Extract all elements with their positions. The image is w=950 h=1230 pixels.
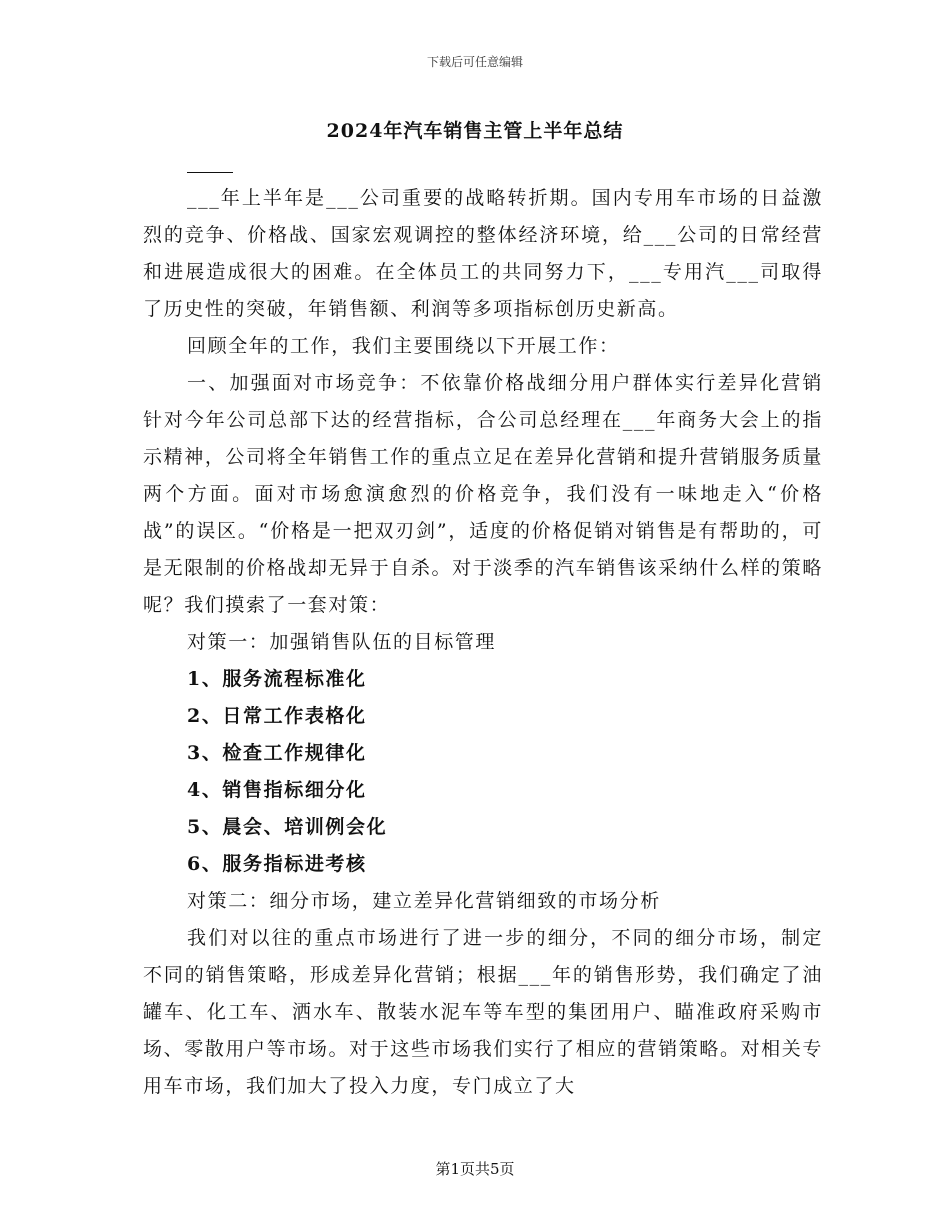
- header-note: 下载后可任意编辑: [426, 55, 523, 69]
- strategy-heading: 对策二：细分市场，建立差异化营销细致的市场分析: [187, 890, 661, 912]
- strategy-item: 6、服务指标进考核: [187, 853, 367, 875]
- page-number: 第1页共5页: [435, 1160, 515, 1178]
- blank-underline: [187, 172, 233, 173]
- strategy-item: 3、检查工作规律化: [187, 742, 367, 764]
- paragraph: ___年上半年是___公司重要的战略转折期。国内专用车市场的日益激烈的竞争、价格战、国家宏观调控的整体经济环境，给___公司的日常经营和进展造成很大的困难。在全体员工的共同努力下，___专用汽___司取得了历史性的突破，年销售额、利润等多项指标创历史新高。: [143, 187, 823, 320]
- strategy-item: 4、销售指标细分化: [187, 779, 367, 801]
- strategy-item: 5、晨会、培训例会化: [187, 816, 388, 838]
- strategy-item: 2、日常工作表格化: [187, 705, 367, 727]
- strategy-heading: 对策一：加强销售队伍的目标管理: [187, 631, 497, 653]
- document-title: 2024年汽车销售主管上半年总结: [326, 120, 624, 142]
- paragraph: 我们对以往的重点市场进行了进一步的细分，不同的细分市场，制定不同的销售策略，形成差异化营销；根据___年的销售形势，我们确定了油罐车、化工车、洒水车、散装水泥车等车型的集团用户、瞄准政府采购市场、零散用户等市场。对于这些市场我们实行了相应的营销策略。对相关专用车市场，我们加大了投入力度，专门成立了大: [143, 927, 823, 1097]
- paragraph: 回顾全年的工作，我们主要围绕以下开展工作：: [187, 335, 620, 357]
- paragraph: 一、加强面对市场竞争：不依靠价格战细分用户群体实行差异化营销针对今年公司总部下达的经营指标，合公司总经理在___年商务大会上的指示精神，公司将全年销售工作的重点立足在差异化营销和提升营销服务质量两个方面。面对市场愈演愈烈的价格竞争，我们没有一味地走入“价格战”的误区。“价格是一把双刃剑”，适度的价格促销对销售是有帮助的，可是无限制的价格战却无异于自杀。对于淡季的汽车销售该采纳什么样的策略呢？我们摸索了一套对策：: [143, 372, 823, 616]
- strategy-item: 1、服务流程标准化: [187, 668, 367, 690]
- document-body: [143, 180, 823, 1105]
